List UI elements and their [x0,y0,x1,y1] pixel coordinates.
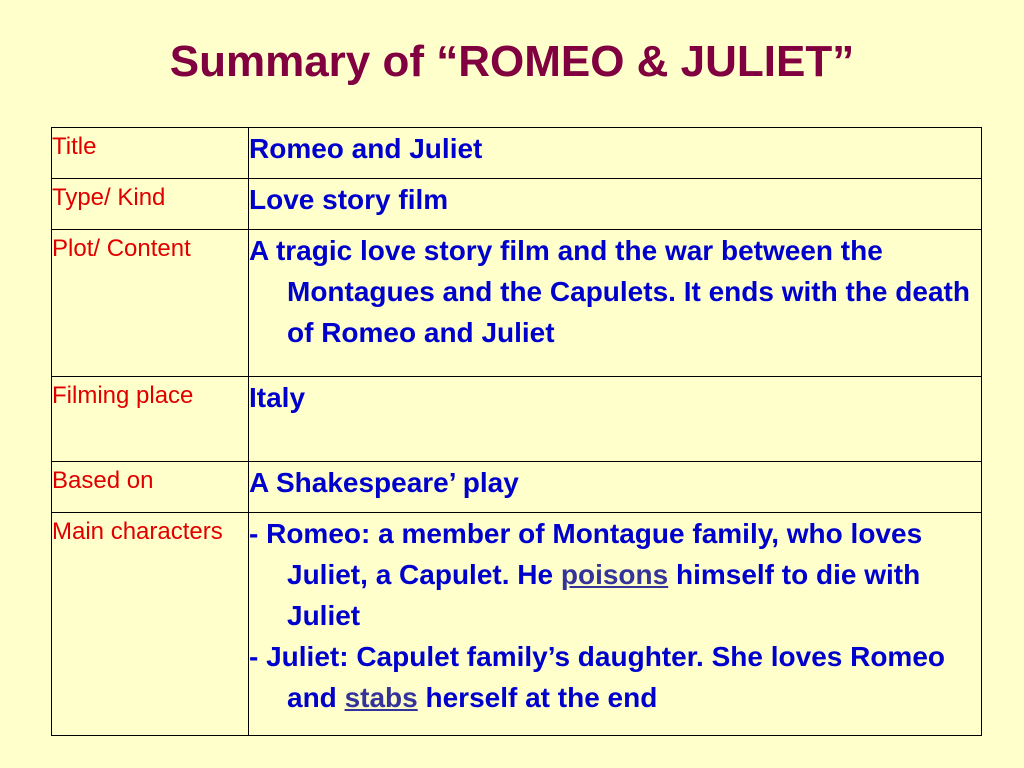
row-label: Type/ Kind [52,179,249,230]
table-row-filming-place [52,377,982,462]
table-row-type [52,179,982,230]
table-row-plot [52,230,982,377]
row-label-text: Filming place [52,382,194,409]
row-value: Love story film [249,179,982,230]
character-text: himself to die with Juliet [287,559,921,631]
row-value: Romeo and Juliet [249,128,982,179]
character-romeo [249,513,981,636]
table-row-based-on [52,462,982,513]
row-label: Based on [52,462,249,513]
character-text: - Juliet: Capulet family’s daughter. She loves Romeo and [249,641,946,713]
row-value: A Shakespeare’ play [249,462,982,513]
row-value: Italy [249,377,982,462]
row-label-text: Plot/ Content [52,235,191,262]
page-title: Summary of “ROMEO & JULIET” [169,37,855,86]
row-value-text: A tragic love story film and the war between the Montagues and the Capulets. It ends with the death of Romeo and Juliet [249,235,970,348]
row-label [52,513,249,736]
stabs-link[interactable]: stabs [344,682,418,713]
character-text: - Romeo: a member of Montague family, who loves Juliet, a Capulet. He [249,518,923,590]
summary-table [51,127,982,736]
character-text: herself at the end [417,682,658,713]
row-label [52,230,249,377]
row-value [249,513,982,736]
row-value [249,230,982,377]
table-row-main-characters [52,513,982,736]
table-row-title [52,128,982,179]
row-label-text: Main characters [52,518,223,545]
row-label: Title [52,128,249,179]
character-juliet [249,636,981,718]
row-label [52,377,249,462]
poisons-link[interactable]: poisons [560,559,669,590]
